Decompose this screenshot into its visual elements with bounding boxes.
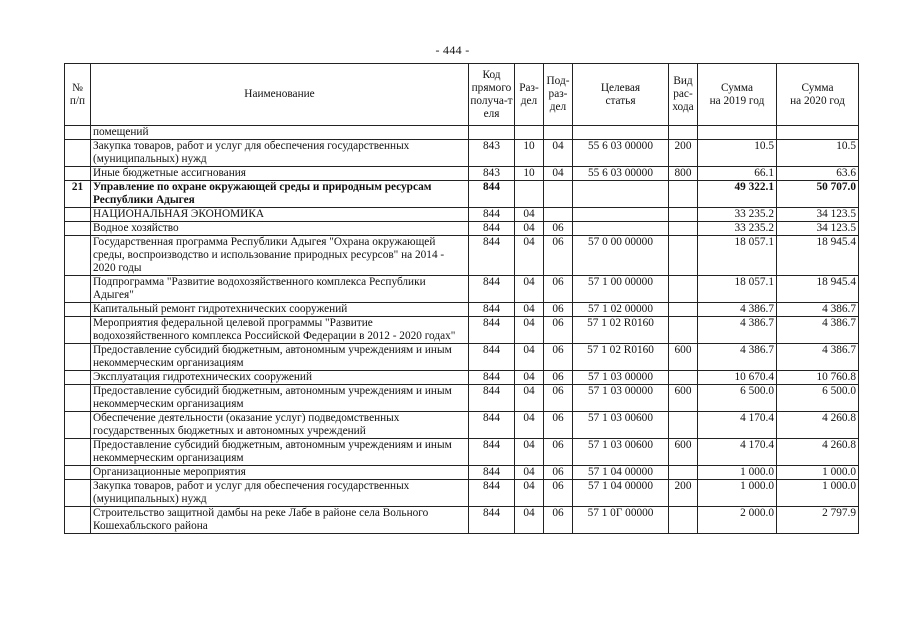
header-exptype [669, 64, 698, 126]
row-target: 57 1 03 00000 [573, 371, 669, 385]
row-code: 844 [469, 385, 515, 412]
row-sum2020: 18 945.4 [777, 276, 859, 303]
row-target: 57 1 03 00600 [573, 412, 669, 439]
row-name: Управление по охране окружающей среды и природным ресурсам Республики Адыгея [91, 181, 469, 208]
row-section: 04 [515, 507, 544, 534]
row-sum2020 [777, 126, 859, 140]
row-target: 57 1 00 00000 [573, 276, 669, 303]
row-name: Организационные мероприятия [91, 466, 469, 480]
row-num [65, 167, 91, 181]
page-number: - 444 - [435, 43, 470, 57]
row-sum2020: 2 797.9 [777, 507, 859, 534]
row-code: 844 [469, 507, 515, 534]
row-code: 843 [469, 140, 515, 167]
row-exptype [669, 303, 698, 317]
row-section: 04 [515, 236, 544, 276]
row-target: 57 1 03 00600 [573, 439, 669, 466]
row-section: 04 [515, 439, 544, 466]
header-sum2019 [698, 64, 777, 126]
header-exptype-text: Вид рас- хода [672, 75, 694, 113]
row-exptype: 200 [669, 480, 698, 507]
table-row [65, 208, 859, 222]
row-subsection: 06 [544, 276, 573, 303]
header-sum2019-text: Сумма на 2019 год [709, 81, 765, 107]
row-section: 04 [515, 371, 544, 385]
row-section: 04 [515, 344, 544, 371]
row-num [65, 236, 91, 276]
row-exptype [669, 236, 698, 276]
row-sum2020: 4 260.8 [777, 412, 859, 439]
row-exptype [669, 208, 698, 222]
row-num [65, 140, 91, 167]
budget-table [64, 63, 859, 534]
row-subsection: 06 [544, 236, 573, 276]
row-section: 04 [515, 276, 544, 303]
row-subsection: 06 [544, 466, 573, 480]
row-exptype: 600 [669, 439, 698, 466]
row-section: 04 [515, 385, 544, 412]
row-sum2019: 4 386.7 [698, 344, 777, 371]
row-subsection: 04 [544, 140, 573, 167]
row-name: Эксплуатация гидротехнических сооружений [91, 371, 469, 385]
row-exptype: 200 [669, 140, 698, 167]
row-code: 844 [469, 276, 515, 303]
row-num [65, 412, 91, 439]
row-sum2020: 4 260.8 [777, 439, 859, 466]
row-section: 04 [515, 222, 544, 236]
header-name-text: Наименование [244, 88, 315, 100]
row-sum2020: 10.5 [777, 140, 859, 167]
table-row [65, 276, 859, 303]
row-name: НАЦИОНАЛЬНАЯ ЭКОНОМИКА [91, 208, 469, 222]
row-subsection: 06 [544, 439, 573, 466]
row-name: Обеспечение деятельности (оказание услуг) подведомственных государственных бюджетных и автономных учреждений [91, 412, 469, 439]
row-subsection: 04 [544, 167, 573, 181]
header-target-text: Целевая статья [600, 81, 641, 107]
row-name: Строительство защитной дамбы на реке Лабе в районе села Вольного Кошехабльского района [91, 507, 469, 534]
row-subsection [544, 208, 573, 222]
table-row [65, 317, 859, 344]
row-sum2019: 4 170.4 [698, 439, 777, 466]
row-num [65, 466, 91, 480]
row-num [65, 371, 91, 385]
header-target [573, 64, 669, 126]
header-sum2020-text: Сумма на 2020 год [790, 81, 845, 107]
table-row [65, 140, 859, 167]
row-section: 04 [515, 208, 544, 222]
row-num [65, 276, 91, 303]
row-target: 57 0 00 00000 [573, 236, 669, 276]
row-name: Мероприятия федеральной целевой программы "Развитие водохозяйственного комплекса Российской Федерации в 2012 - 2020 годах" [91, 317, 469, 344]
row-sum2019 [698, 126, 777, 140]
header-code-text: Код прямого получа-т еля [470, 68, 513, 120]
row-sum2020: 4 386.7 [777, 344, 859, 371]
row-sum2019: 33 235.2 [698, 208, 777, 222]
row-sum2020: 18 945.4 [777, 236, 859, 276]
row-code: 844 [469, 317, 515, 344]
row-exptype [669, 181, 698, 208]
table-row [65, 344, 859, 371]
row-exptype [669, 371, 698, 385]
row-sum2020: 34 123.5 [777, 222, 859, 236]
row-subsection: 06 [544, 303, 573, 317]
row-sum2019: 2 000.0 [698, 507, 777, 534]
row-code: 843 [469, 167, 515, 181]
table-row [65, 480, 859, 507]
row-section [515, 181, 544, 208]
table-row [65, 236, 859, 276]
row-section [515, 126, 544, 140]
row-subsection: 06 [544, 371, 573, 385]
row-name: помещений [91, 126, 469, 140]
row-code: 844 [469, 344, 515, 371]
row-name: Государственная программа Республики Адыгея "Охрана окружающей среды, воспроизводство и использование природных ресурсов" на 2014 - 2020 годы [91, 236, 469, 276]
row-sum2019: 1 000.0 [698, 466, 777, 480]
row-name: Предоставление субсидий бюджетным, автономным учреждениям и иным некоммерческим организациям [91, 344, 469, 371]
row-subsection: 06 [544, 412, 573, 439]
table-row [65, 303, 859, 317]
header-num-text: № п/п [69, 81, 86, 107]
row-subsection: 06 [544, 344, 573, 371]
row-code: 844 [469, 371, 515, 385]
row-target [573, 208, 669, 222]
row-target: 57 1 03 00000 [573, 385, 669, 412]
row-subsection [544, 181, 573, 208]
row-num [65, 507, 91, 534]
row-num [65, 439, 91, 466]
row-subsection: 06 [544, 480, 573, 507]
header-subsection-text: Под- раз- дел [546, 75, 570, 113]
row-name: Закупка товаров, работ и услуг для обеспечения государственных (муниципальных) нужд [91, 480, 469, 507]
row-section: 04 [515, 317, 544, 344]
row-target: 57 1 04 00000 [573, 466, 669, 480]
row-name: Закупка товаров, работ и услуг для обеспечения государственных (муниципальных) нужд [91, 140, 469, 167]
row-name: Водное хозяйство [91, 222, 469, 236]
row-num [65, 222, 91, 236]
row-name: Подпрограмма "Развитие водохозяйственного комплекса Республики Адыгея" [91, 276, 469, 303]
row-target: 57 1 02 R0160 [573, 344, 669, 371]
row-sum2019: 49 322.1 [698, 181, 777, 208]
row-exptype: 600 [669, 344, 698, 371]
row-target: 57 1 02 00000 [573, 303, 669, 317]
row-section: 10 [515, 140, 544, 167]
row-sum2020: 34 123.5 [777, 208, 859, 222]
row-target: 57 1 0Г 00000 [573, 507, 669, 534]
row-code: 844 [469, 412, 515, 439]
header-num [65, 64, 91, 126]
row-sum2020: 4 386.7 [777, 317, 859, 344]
row-target: 55 6 03 00000 [573, 140, 669, 167]
table-row [65, 439, 859, 466]
row-code: 844 [469, 236, 515, 276]
table-row [65, 222, 859, 236]
row-exptype [669, 126, 698, 140]
table-row [65, 371, 859, 385]
row-exptype [669, 222, 698, 236]
row-target: 57 1 04 00000 [573, 480, 669, 507]
row-sum2020: 6 500.0 [777, 385, 859, 412]
row-code: 844 [469, 439, 515, 466]
table-row [65, 466, 859, 480]
row-exptype [669, 412, 698, 439]
table-row [65, 181, 859, 208]
row-target [573, 181, 669, 208]
header-subsection [544, 64, 573, 126]
row-subsection: 06 [544, 222, 573, 236]
row-sum2019: 4 386.7 [698, 317, 777, 344]
row-exptype: 800 [669, 167, 698, 181]
row-section: 04 [515, 466, 544, 480]
row-section: 04 [515, 412, 544, 439]
row-sum2020: 4 386.7 [777, 303, 859, 317]
row-sum2019: 4 386.7 [698, 303, 777, 317]
header-section [515, 64, 544, 126]
row-exptype: 600 [669, 385, 698, 412]
row-subsection [544, 126, 573, 140]
row-code [469, 126, 515, 140]
row-subsection: 06 [544, 317, 573, 344]
table-row [65, 385, 859, 412]
row-target [573, 222, 669, 236]
row-subsection: 06 [544, 507, 573, 534]
row-sum2020: 50 707.0 [777, 181, 859, 208]
row-exptype [669, 276, 698, 303]
row-num [65, 126, 91, 140]
row-code: 844 [469, 480, 515, 507]
row-num: 21 [65, 181, 91, 208]
header-code [469, 64, 515, 126]
row-target: 55 6 03 00000 [573, 167, 669, 181]
row-code: 844 [469, 303, 515, 317]
row-sum2019: 66.1 [698, 167, 777, 181]
row-sum2020: 63.6 [777, 167, 859, 181]
row-section: 10 [515, 167, 544, 181]
row-num [65, 480, 91, 507]
row-sum2019: 4 170.4 [698, 412, 777, 439]
row-subsection: 06 [544, 385, 573, 412]
row-sum2019: 10 670.4 [698, 371, 777, 385]
row-num [65, 385, 91, 412]
table-row [65, 507, 859, 534]
row-sum2019: 18 057.1 [698, 276, 777, 303]
row-num [65, 344, 91, 371]
table-row [65, 126, 859, 140]
row-name: Предоставление субсидий бюджетным, автономным учреждениям и иным некоммерческим организациям [91, 385, 469, 412]
row-sum2020: 1 000.0 [777, 480, 859, 507]
row-exptype [669, 466, 698, 480]
row-target: 57 1 02 R0160 [573, 317, 669, 344]
row-name: Иные бюджетные ассигнования [91, 167, 469, 181]
header-section-text: Раз- дел [519, 81, 539, 107]
row-sum2019: 1 000.0 [698, 480, 777, 507]
row-sum2020: 1 000.0 [777, 466, 859, 480]
table-row [65, 167, 859, 181]
row-num [65, 303, 91, 317]
row-sum2019: 18 057.1 [698, 236, 777, 276]
row-sum2019: 33 235.2 [698, 222, 777, 236]
row-target [573, 126, 669, 140]
row-name: Предоставление субсидий бюджетным, автономным учреждениям и иным некоммерческим организациям [91, 439, 469, 466]
header-sum2020 [777, 64, 859, 126]
row-code: 844 [469, 181, 515, 208]
row-code: 844 [469, 222, 515, 236]
header-row [65, 64, 859, 126]
row-num [65, 317, 91, 344]
row-code: 844 [469, 466, 515, 480]
row-code: 844 [469, 208, 515, 222]
row-name: Капитальный ремонт гидротехнических сооружений [91, 303, 469, 317]
row-sum2020: 10 760.8 [777, 371, 859, 385]
table-body [65, 126, 859, 534]
table-row [65, 412, 859, 439]
row-section: 04 [515, 303, 544, 317]
header-name [91, 64, 469, 126]
row-exptype [669, 507, 698, 534]
row-section: 04 [515, 480, 544, 507]
row-exptype [669, 317, 698, 344]
row-sum2019: 6 500.0 [698, 385, 777, 412]
row-num [65, 208, 91, 222]
row-sum2019: 10.5 [698, 140, 777, 167]
